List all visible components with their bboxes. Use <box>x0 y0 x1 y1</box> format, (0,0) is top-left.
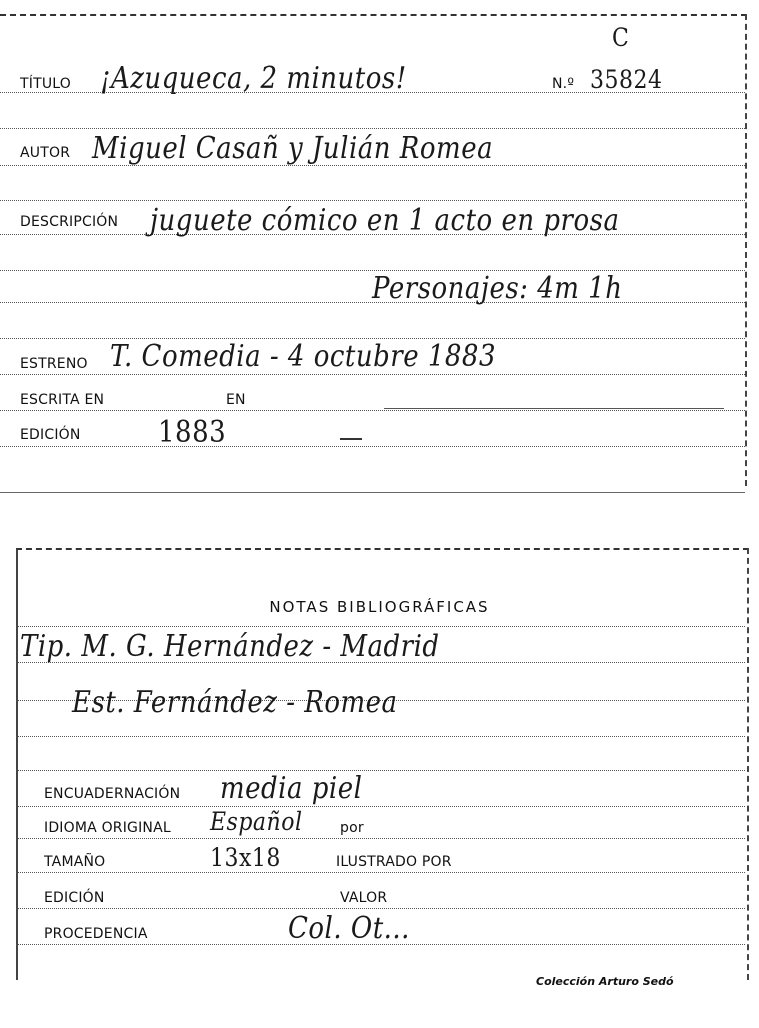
rule-line <box>0 410 745 411</box>
numero-label: N.º <box>552 76 575 92</box>
en-label: EN <box>226 392 246 408</box>
estreno-label: ESTRENO <box>20 356 88 372</box>
valor-label: VALOR <box>340 890 388 906</box>
idioma-label: IDIOMA ORIGINAL <box>44 820 171 836</box>
rule-line <box>16 838 745 839</box>
dash-mark <box>340 438 362 440</box>
corner-mark: C <box>612 24 630 53</box>
por-label: por <box>340 820 364 836</box>
edicion-label: EDICIÓN <box>20 427 81 443</box>
note-line-1: Tip. M. G. Hernández - Madrid <box>20 629 440 665</box>
titulo-label: TÍTULO <box>20 76 71 92</box>
rule-line <box>16 908 745 909</box>
encuadernacion-label: ENCUADERNACIÓN <box>44 786 181 802</box>
edicion-label-bottom: EDICIÓN <box>44 890 105 906</box>
descripcion-label: DESCRIPCIÓN <box>20 214 119 230</box>
rule-line <box>16 626 745 627</box>
procedencia-label: PROCEDENCIA <box>44 926 148 942</box>
ilustrado-label: ILUSTRADO POR <box>336 854 452 870</box>
rule-line <box>16 872 745 873</box>
numero-value: 35824 <box>590 66 663 95</box>
estreno-value: T. Comedia - 4 octubre 1883 <box>110 339 497 375</box>
autor-value: Miguel Casañ y Julián Romea <box>92 131 494 167</box>
edicion-value: 1883 <box>158 415 227 451</box>
rule-line <box>16 770 745 771</box>
collection-footer: Colección Arturo Sedó <box>536 975 674 988</box>
notas-heading: NOTAS BIBLIOGRÁFICAS <box>269 598 490 616</box>
escrita-underline <box>384 408 724 409</box>
procedencia-value: Col. Ot... <box>288 911 410 947</box>
autor-label: AUTOR <box>20 145 71 161</box>
titulo-value: ¡Azuqueca, 2 minutos! <box>100 61 407 97</box>
personajes-value: Personajes: 4m 1h <box>372 271 623 307</box>
descripcion-value: juguete cómico en 1 acto en prosa <box>150 203 620 239</box>
tamano-value: 13x18 <box>210 844 281 873</box>
tamano-label: TAMAÑO <box>44 854 106 870</box>
rule-line <box>16 806 745 807</box>
idioma-value: Español <box>210 808 303 837</box>
encuadernacion-value: media piel <box>220 771 363 807</box>
rule-line <box>0 446 745 447</box>
note-line-2: Est. Fernández - Romea <box>72 685 398 721</box>
rule-line <box>0 128 745 129</box>
escrita-label: ESCRITA EN <box>20 392 105 408</box>
rule-line <box>16 736 745 737</box>
rule-line <box>0 200 745 201</box>
card-divider <box>0 492 745 493</box>
